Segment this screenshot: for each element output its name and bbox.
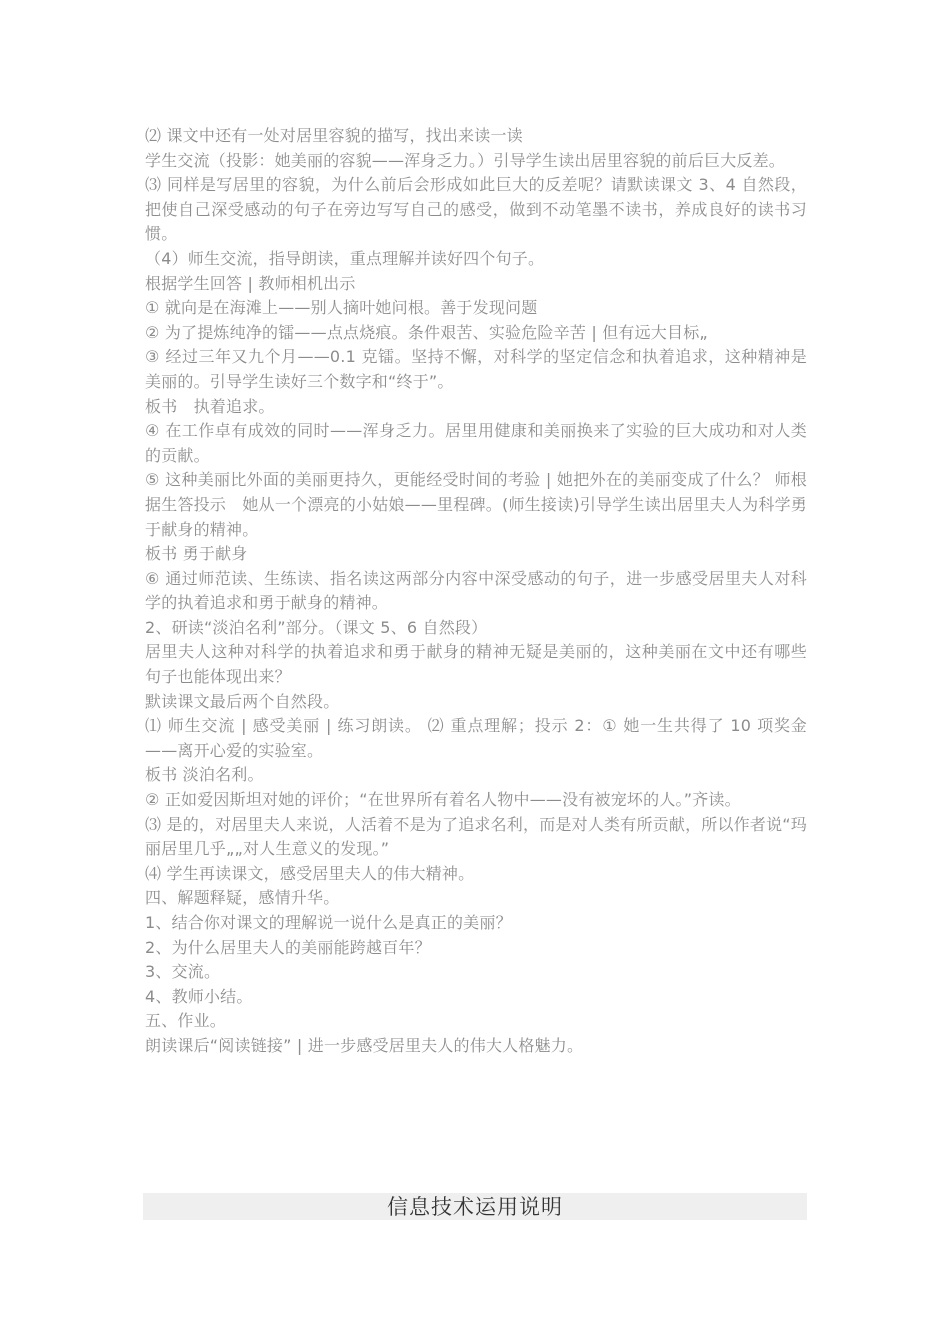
paragraph: 默读课文最后两个自然段。 <box>145 691 340 711</box>
board-note: 板书 淡泊名利。 <box>145 765 264 785</box>
paragraph: ⑶ 是的，对居里夫人来说，人活着不是为了追求名利，而是对人类有所贡献，所以作者说“玛丽居里几乎„„对人生意义的发现。” <box>145 814 807 859</box>
paragraph: 学生交流（投影：她美丽的容貌——浑身乏力。）引导学生读出居里容貌的前后巨大反差。 <box>145 150 786 170</box>
section-heading: 五、作业。 <box>145 1011 227 1031</box>
paragraph: 朗读课后“阅读链接” | 进一步感受居里夫人的伟大人格魅力。 <box>145 1035 584 1055</box>
subsection-heading: 2、研读“淡泊名利”部分。（课文 5、6 自然段） <box>145 617 488 637</box>
paragraph: ⑴ 师生交流 | 感受美丽 | 练习朗读。 ⑵ 重点理解；投示 2：① 她一生共得了 10 项奖金——离开心爱的实验室。 <box>145 716 807 760</box>
list-item: 1、结合你对课文的理解说一说什么是真正的美丽？ <box>145 913 512 932</box>
paragraph: ⑤ 这种美丽比外面的美丽更持久，更能经受时间的考验 | 她把外在的美丽变成了什么？ 师根据生答投示 她从一个漂亮的小姑娘——里程碑。(师生接读)引导学生读出居里夫人为科学勇于献身的精神。 <box>145 470 807 539</box>
paragraph: （4）师生交流，指导朗读，重点理解并读好四个句子。 <box>145 248 545 268</box>
paragraph: ⑷ 学生再读课文，感受居里夫人的伟大精神。 <box>145 863 475 883</box>
list-item: 3、交流。 <box>145 962 221 982</box>
paragraph: ⑶ 同样是写居里的容貌，为什么前后会形成如此巨大的反差呢？请默读课文 3、4 自然段，把使自己深受感动的句子在旁边写写自己的感受，做到不动笔墨不读书，养成良好的读书习惯。 <box>145 175 807 244</box>
paragraph: ⑥ 通过师范读、生练读、指名读这两部分内容中深受感动的句子，进一步感受居里夫人对科学的执着追求和勇于献身的精神。 <box>145 568 807 613</box>
list-item: 4、教师小结。 <box>145 986 253 1006</box>
paragraph: 居里夫人这种对科学的执着追求和勇于献身的精神无疑是美丽的，这种美丽在文中还有哪些句子也能体现出来？ <box>145 642 807 687</box>
list-item: 2、为什么居里夫人的美丽能跨越百年？ <box>145 937 431 957</box>
paragraph: ① 就向是在海滩上——别人摘叶她问根。善于发现问题 <box>145 298 538 318</box>
paragraph: ② 正如爱因斯坦对她的评价；“在世界所有着名人物中——没有被宠坏的人。”齐读。 <box>145 790 741 810</box>
section-title: 信息技术运用说明 <box>387 1195 563 1219</box>
paragraph: ② 为了提炼纯净的镭——点点烧痕。条件艰苦、实验危险辛苦 | 但有远大目标„ <box>145 322 708 342</box>
paragraph: ④ 在工作卓有成效的同时——浑身乏力。居里用健康和美丽换来了实验的巨大成功和对人类的贡献。 <box>145 421 807 465</box>
lesson-plan-body <box>145 124 807 1059</box>
paragraph: 根据学生回答 | 教师相机出示 <box>145 273 356 293</box>
section-heading: 四、解题释疑，感情升华。 <box>145 888 340 908</box>
paragraph: ③ 经过三年又九个月——0.1 克镭。坚持不懈，对科学的坚定信念和执着追求，这种精神是美丽的。引导学生读好三个数字和“终于”。 <box>145 347 807 391</box>
board-note: 板书 勇于献身 <box>145 544 248 564</box>
board-note: 板书 执着追求。 <box>145 396 275 416</box>
paragraph: ⑵ 课文中还有一处对居里容貌的描写，找出来读一读 <box>145 126 523 145</box>
